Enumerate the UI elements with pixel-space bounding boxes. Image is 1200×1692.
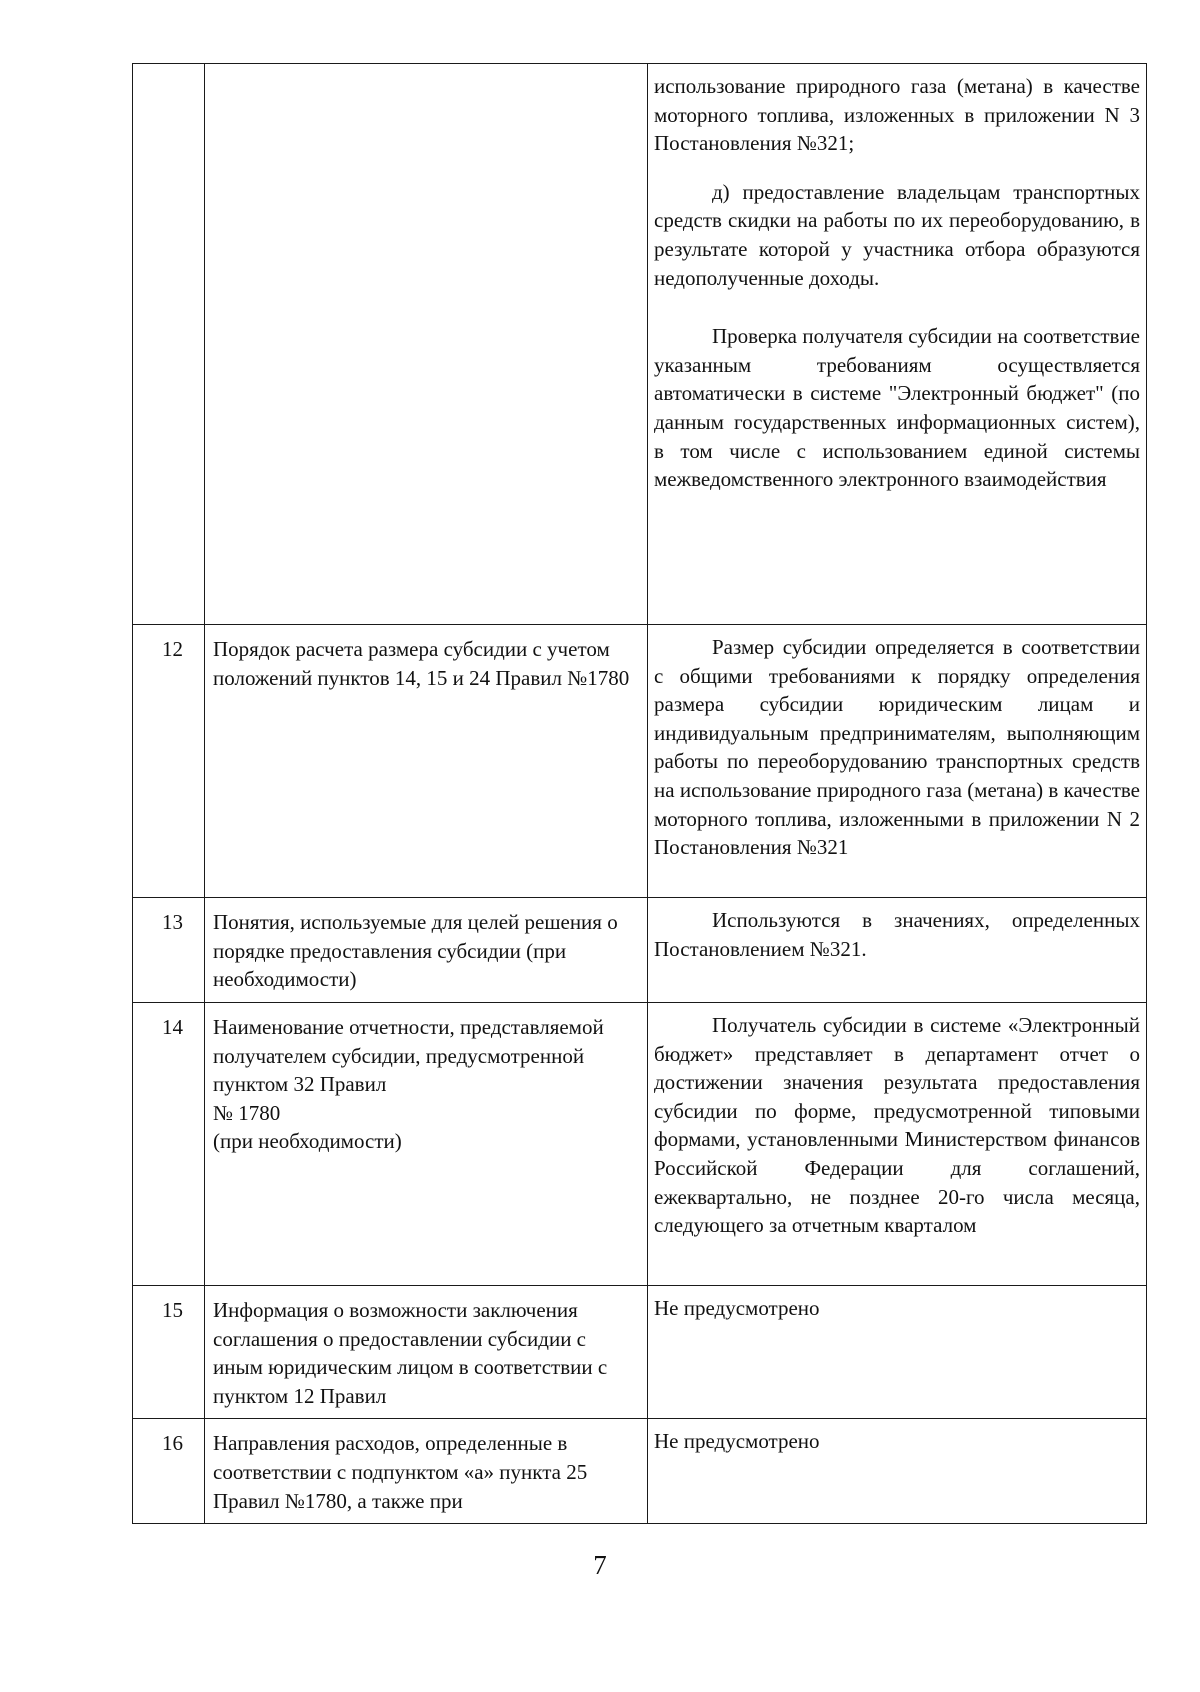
table-row-continuation [133, 64, 1147, 625]
page-number: 7 [593, 1550, 607, 1580]
row-number-cell [133, 625, 205, 898]
row-label: Понятия, используемые для целей решения о порядке предоставления субсидии (при необходимости) [213, 910, 618, 992]
table-row [133, 625, 1147, 898]
row-paragraph: использование природного газа (метана) в качестве моторного топлива, изложенных в приложении N 3 Постановления №321; [654, 74, 1140, 156]
table-row [133, 1286, 1147, 1419]
row-label-cell [205, 64, 648, 625]
row-paragraph: Используются в значениях, определенных Постановлением №321. [654, 908, 1140, 961]
row-number: 13 [162, 910, 183, 934]
row-label: Наименование отчетности, представляемой получателем субсидии, предусмотренной пунктом 32 Правил № 1780 (при необходимости) [213, 1015, 604, 1154]
row-paragraph: Получатель субсидии в системе «Электронный бюджет» представляет в департамент отчет о достижении значения результата предоставления субсидии по форме, предусмотренной типовыми формами, установленными Министерством финансов Российской Федерации для соглашений, ежеквартально, не позднее 20-го числа месяца, следующего за отчетным кварталом [654, 1013, 1140, 1238]
row-number: 16 [162, 1431, 183, 1456]
row-number: 14 [162, 1015, 183, 1039]
row-number: 12 [162, 637, 183, 661]
row-paragraph: Не предусмотрено [654, 1296, 820, 1320]
row-label [205, 64, 647, 82]
table-row [133, 898, 1147, 1003]
row-label-cell [205, 625, 648, 898]
row-number-cell [133, 1286, 205, 1419]
row-paragraph: Проверка получателя субсидии на соответствие указанным требованиям осуществляется автоматически в системе "Электронный бюджет" (по данным государственных информационных систем), в том числе с использованием единой системы межведомственного электронного взаимодействия [654, 324, 1140, 492]
row-text-cell [648, 64, 1147, 625]
row-label-cell [205, 1286, 648, 1419]
table-row [133, 1003, 1147, 1286]
row-text-cell [648, 1419, 1147, 1524]
row-label-cell [205, 898, 648, 1003]
row-number-cell [133, 898, 205, 1003]
row-paragraph: Размер субсидии определяется в соответствии с общими требованиями к порядку определения размера субсидии юридическим лицам и индивидуальным предпринимателям, выполняющим работы по переоборудованию транспортных средств на использование природного газа (метана) в качестве моторного топлива, изложенными в приложении N 2 Постановления №321 [654, 635, 1140, 860]
row-text-cell [648, 625, 1147, 898]
row-text-cell [648, 1286, 1147, 1419]
row-paragraph: д) предоставление владельцам транспортных средств скидки на работы по их переоборудованию, в результате которой у участника отбора образуются недополученные доходы. [654, 179, 1140, 290]
row-label: Информация о возможности заключения соглашения о предоставлении субсидии с иным юридическим лицом в соответствии с пунктом 12 Правил [213, 1298, 608, 1408]
row-label-cell [205, 1003, 648, 1286]
row-text-cell [648, 898, 1147, 1003]
row-label: Направления расходов, определенные в соответствии с подпунктом «а» пункта 25 Правил №1780, а также при [213, 1431, 588, 1513]
row-label-cell [205, 1419, 648, 1524]
row-label: Порядок расчета размера субсидии с учетом положений пунктов 14, 15 и 24 Правил №1780 [213, 637, 630, 690]
table-row [133, 1419, 1147, 1524]
row-number-cell [133, 1419, 205, 1524]
row-text-cell [648, 1003, 1147, 1286]
row-number [133, 64, 204, 74]
requirements-table [132, 63, 1147, 1524]
row-number-cell [133, 64, 205, 625]
row-paragraph: Не предусмотрено [654, 1429, 820, 1454]
row-number-cell [133, 1003, 205, 1286]
row-number: 15 [162, 1298, 183, 1322]
